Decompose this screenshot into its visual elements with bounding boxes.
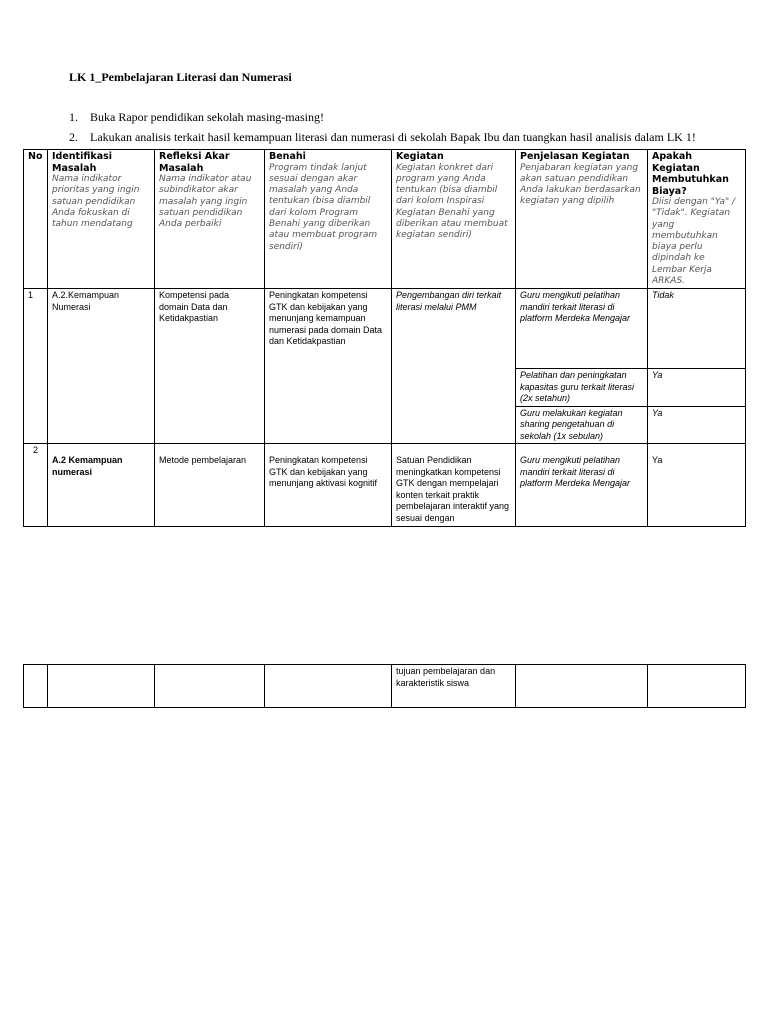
analysis-table xyxy=(23,149,746,527)
header-refleksi-akar-masalah: Refleksi Akar Masalah Nama indikator atau subindikator akar masalah yang ingin satuan pendidikan Anda perbaiki xyxy=(155,150,265,289)
header-no: No xyxy=(24,150,48,289)
row1-benahi: Peningkatan kompetensi GTK dan kebijakan yang menunjang kemampuan numerasi pada domain Data dan Ketidakpastian xyxy=(265,289,392,444)
document-title: LK 1_Pembelajaran Literasi dan Numerasi xyxy=(69,70,292,84)
instruction-number: 2. xyxy=(69,130,78,144)
cont-kegiatan: tujuan pembelajaran dan karakteristik siswa xyxy=(392,665,516,708)
row1-biaya-1: Tidak xyxy=(648,289,746,369)
cont-no xyxy=(24,665,48,708)
continuation-table xyxy=(23,664,746,708)
row2-no: 2 xyxy=(24,444,48,527)
header-kegiatan: Kegiatan Kegiatan konkret dari program yang Anda tentukan (bisa diambil dari kolom Inspirasi Kegiatan Benahi yang diberikan atau membuat kegiatan sendiri) xyxy=(392,150,516,289)
row1-biaya-3: Ya xyxy=(648,406,746,444)
instruction-text: Buka Rapor pendidikan sekolah masing-masing! xyxy=(90,110,324,124)
row1-penjelasan-3: Guru melakukan kegiatan sharing pengetahuan di sekolah (1x sebulan) xyxy=(516,406,648,444)
instruction-number: 1. xyxy=(69,110,78,124)
row1-no: 1 xyxy=(24,289,48,444)
row1-penjelasan-1: Guru mengikuti pelatihan mandiri terkait literasi di platform Merdeka Mengajar xyxy=(516,289,648,369)
cont-penjelasan xyxy=(516,665,648,708)
cont-biaya xyxy=(648,665,746,708)
cont-benahi xyxy=(265,665,392,708)
table-header-row xyxy=(24,150,746,289)
row1-kegiatan: Pengembangan diri terkait literasi melalui PMM xyxy=(392,289,516,444)
table-row xyxy=(24,444,746,527)
cont-akar xyxy=(155,665,265,708)
row2-masalah: A.2 Kemampuan numerasi xyxy=(48,444,155,527)
table-row xyxy=(24,665,746,708)
row2-penjelasan: Guru mengikuti pelatihan mandiri terkait literasi di platform Merdeka Mengajar xyxy=(516,444,648,527)
cont-masalah xyxy=(48,665,155,708)
instruction-text: Lakukan analisis terkait hasil kemampuan literasi dan numerasi di sekolah Bapak Ibu dan tuangkan hasil analisis dalam LK 1! xyxy=(90,130,696,144)
header-biaya: Apakah Kegiatan Membutuhkan Biaya? Diisi dengan "Ya" / "Tidak". Kegiatan yang membutuhkan biaya perlu dipindah ke Lembar Kerja ARKAS. xyxy=(648,150,746,289)
header-penjelasan-kegiatan: Penjelasan Kegiatan Penjabaran kegiatan yang akan satuan pendidikan Anda lakukan berdasarkan kegiatan yang dipilih xyxy=(516,150,648,289)
row2-biaya: Ya xyxy=(648,444,746,527)
header-benahi: Benahi Program tindak lanjut sesuai dengan akar masalah yang Anda tentukan (bisa diambil dari kolom Program Benahi yang diberikan atau membuat program sendiri) xyxy=(265,150,392,289)
table-row xyxy=(24,289,746,369)
row1-akar: Kompetensi pada domain Data dan Ketidakpastian xyxy=(155,289,265,444)
row2-benahi: Peningkatan kompetensi GTK dan kebijakan yang menunjang aktivasi kognitif xyxy=(265,444,392,527)
instruction-2 xyxy=(69,130,696,145)
row1-biaya-2: Ya xyxy=(648,369,746,407)
row2-kegiatan: Satuan Pendidikan meningkatkan kompetensi GTK dengan mempelajari konten terkait praktik pembelajaran interaktif yang sesuai dengan xyxy=(392,444,516,527)
row1-masalah: A.2.Kemampuan Numerasi xyxy=(48,289,155,444)
header-identifikasi-masalah: Identifikasi Masalah Nama indikator prioritas yang ingin satuan pendidikan Anda fokuskan di tahun mendatang xyxy=(48,150,155,289)
row2-akar: Metode pembelajaran xyxy=(155,444,265,527)
instruction-1 xyxy=(69,110,324,125)
row1-penjelasan-2: Pelatihan dan peningkatan kapasitas guru terkait literasi (2x setahun) xyxy=(516,369,648,407)
